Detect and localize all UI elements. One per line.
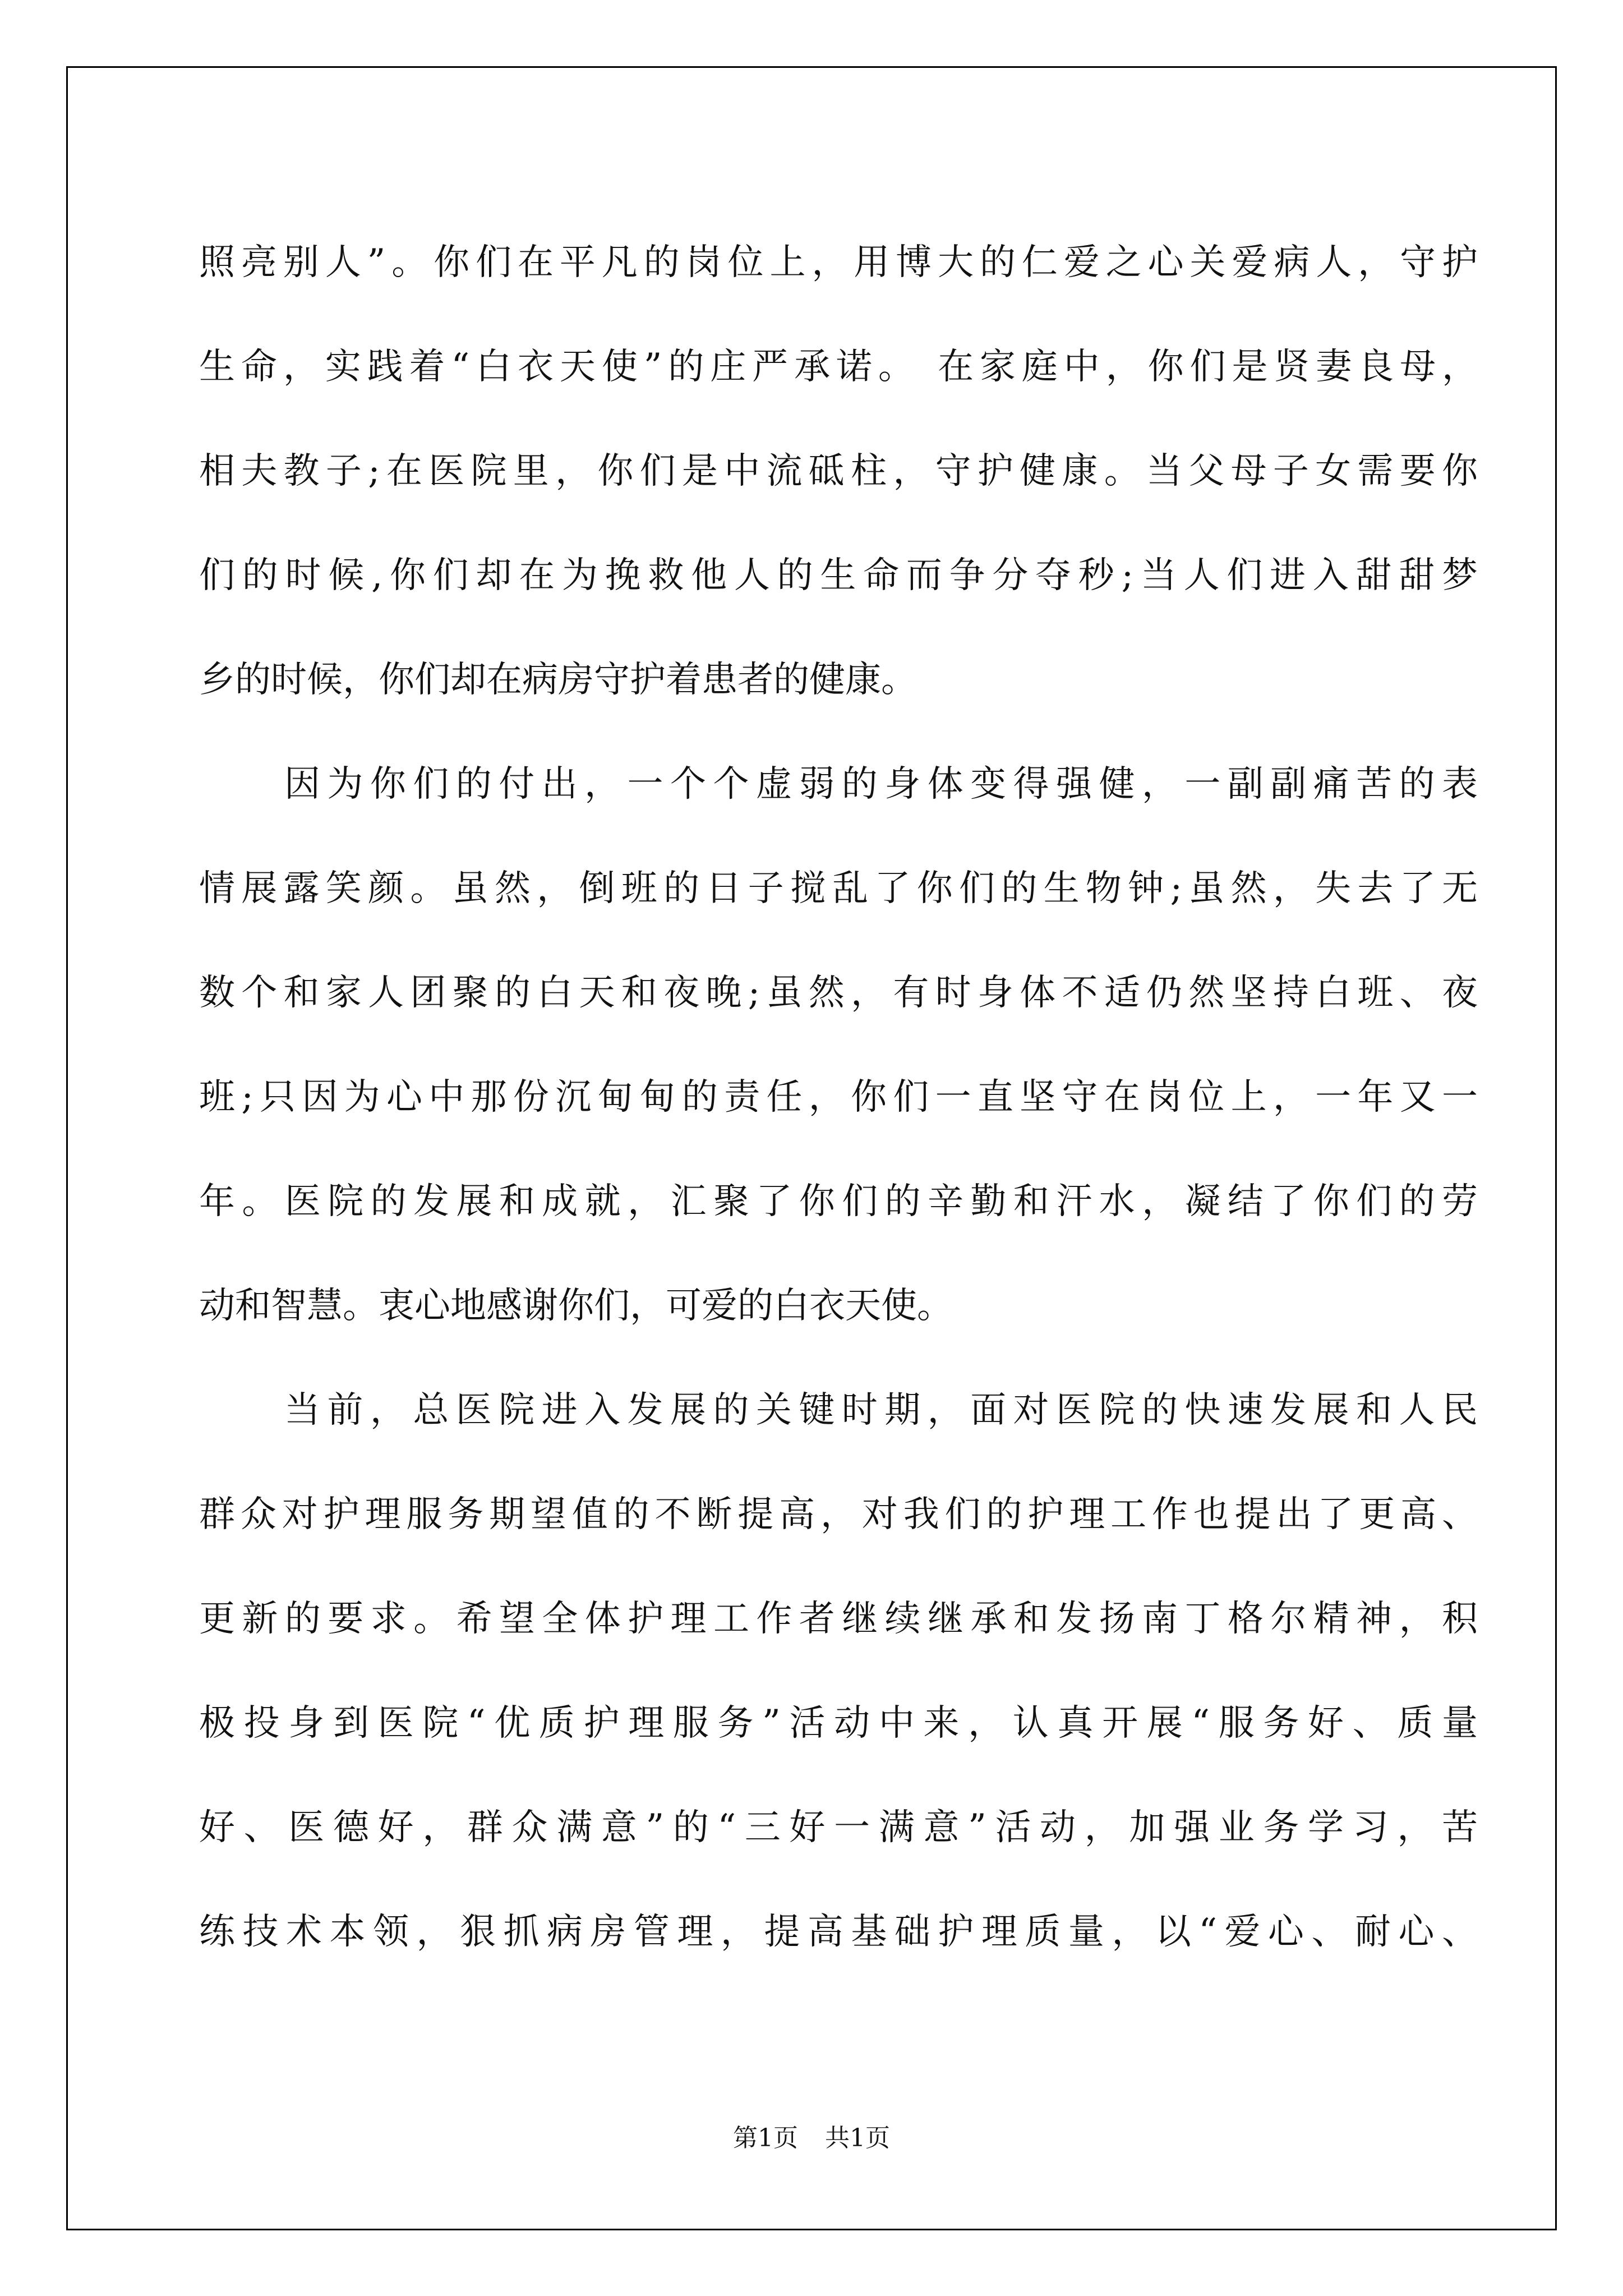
text-line: 们的时候,你们却在为挽救他人的生命而争分夺秒;当人们进入甜甜梦 (199, 555, 1478, 596)
document-body (199, 210, 1478, 1984)
paragraph (199, 732, 1478, 1358)
page-number: 第1页 (733, 2124, 798, 2152)
text-line: 极投身到医院“优质护理服务”活动中来，认真开展“服务好、质量 (199, 1703, 1478, 1744)
text-line: 群众对护理服务期望值的不断提高，对我们的护理工作也提出了更高、 (199, 1494, 1478, 1535)
text-line: 情展露笑颜。虽然，倒班的日子搅乱了你们的生物钟;虽然，失去了无 (199, 868, 1478, 909)
text-line: 班;只因为心中那份沉甸甸的责任，你们一直坚守在岗位上，一年又一 (199, 1076, 1478, 1118)
paragraph (199, 1358, 1478, 1984)
paragraph (199, 210, 1478, 732)
text-line: 动和智慧。衷心地感谢你们，可爱的白衣天使。 (199, 1285, 953, 1327)
text-line: 年。医院的发展和成就，汇聚了你们的辛勤和汗水，凝结了你们的劳 (199, 1181, 1478, 1222)
text-line: 好、医德好，群众满意”的“三好一满意”活动，加强业务学习，苦 (199, 1807, 1478, 1848)
text-line: 当前，总医院进入发展的关键时期，面对医院的快速发展和人民 (284, 1389, 1478, 1431)
text-line: 数个和家人团聚的白天和夜晚;虽然，有时身体不适仍然坚持白班、夜 (199, 972, 1478, 1014)
text-line: 因为你们的付出，一个个虚弱的身体变得强健，一副副痛苦的表 (284, 763, 1478, 805)
text-line: 乡的时候，你们却在病房守护着患者的健康。 (199, 659, 917, 701)
text-line: 更新的要求。希望全体护理工作者继续继承和发扬南丁格尔精神，积 (199, 1598, 1478, 1640)
text-line: 相夫教子;在医院里，你们是中流砥柱，守护健康。当父母子女需要你 (199, 450, 1478, 492)
text-line: 照亮别人”。你们在平凡的岗位上，用博大的仁爱之心关爱病人，守护 (199, 242, 1478, 283)
text-line: 生命，实践着“白衣天使”的庄严承诺。 在家庭中，你们是贤妻良母， (199, 346, 1478, 388)
text-line: 练技术本领，狠抓病房管理，提高基础护理质量，以“爱心、耐心、 (199, 1911, 1478, 1953)
page-footer (0, 2118, 1623, 2154)
page-total: 共1页 (825, 2124, 890, 2152)
